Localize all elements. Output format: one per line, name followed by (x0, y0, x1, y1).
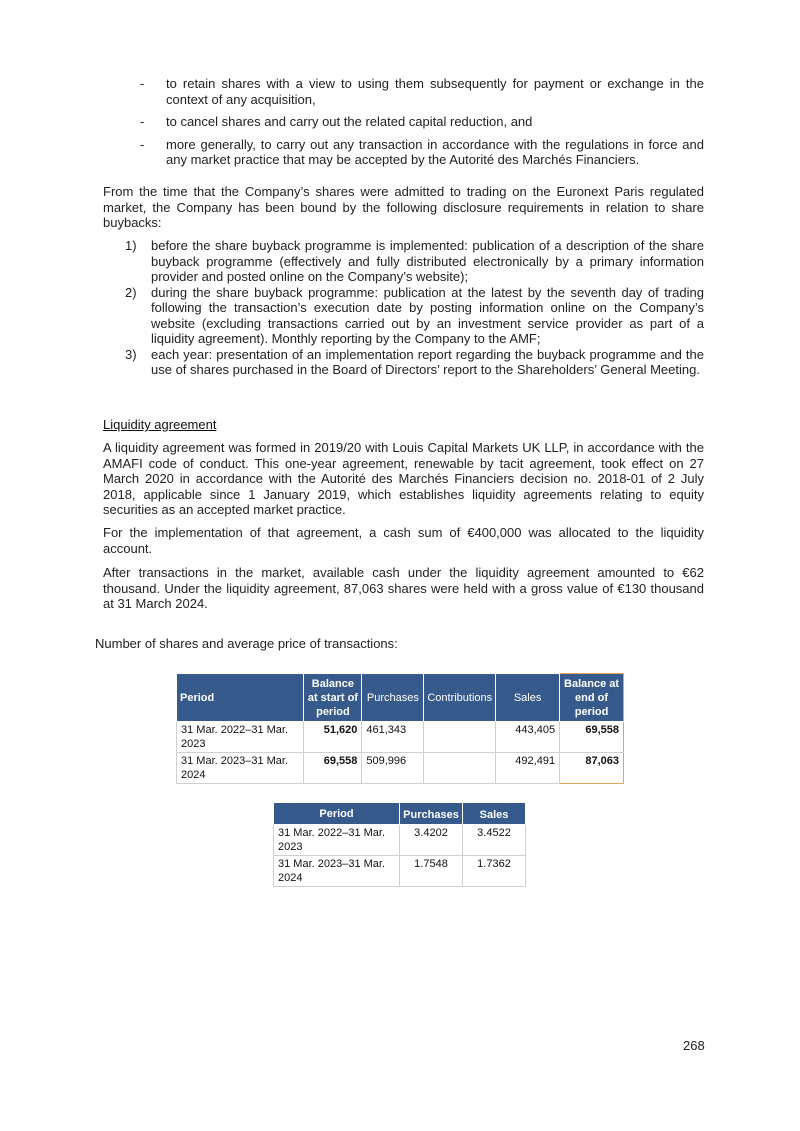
page-number: 268 (683, 1038, 705, 1053)
cell-purchases: 1.7548 (400, 856, 463, 887)
cell-purchases: 509,996 (362, 753, 424, 784)
share-balance-table (176, 673, 624, 784)
item-number: 3) (125, 346, 137, 362)
cell-balance-start: 69,558 (304, 753, 362, 784)
cell-period: 31 Mar. 2022–31 Mar. 2023 (177, 722, 304, 753)
disclosure-item (103, 285, 704, 347)
bullet-text: more generally, to carry out any transaction in accordance with the regulations in force and any market practice that may be accepted by the Autorité des Marchés Financiers. (166, 136, 704, 167)
liquidity-paragraph-3: After transactions in the market, available cash under the liquidity agreement amounted to €62 thousand. Under the liquidity agreement, 87,063 shares were held with a gross value of €130 thousand at 31 March 2024. (103, 565, 704, 611)
disclosure-item (103, 238, 704, 285)
liquidity-heading: Liquidity agreement (103, 417, 217, 432)
disclosure-item (103, 347, 704, 378)
bullet-text: to retain shares with a view to using them subsequently for payment or exchange in the context of any acquisition, (166, 76, 704, 107)
disclosure-list (103, 238, 704, 378)
item-text: during the share buyback programme: publication at the latest by the seventh day of trading following the transaction’s execution date by posting information online on the Company’s website (excluding transactions carried out by an investment service provider as part of a liquidity agreement). Monthly reporting by the Company to the AMF; (151, 284, 704, 346)
bullet-marker: - (140, 76, 145, 91)
liquidity-paragraph-1: A liquidity agreement was formed in 2019/20 with Louis Capital Markets UK LLP, in accordance with the AMAFI code of conduct. This one-year agreement, renewable by tacit agreement, took effect on 27 March 2020 in accordance with the Autorité des Marchés Financiers decision no. 2018-01 of 2 July 2018, applicable since 1 January 2019, which establishes liquidity agreements relating to equity securities as an accepted market practice. (103, 440, 704, 517)
bullet-item (140, 76, 704, 107)
cell-sales: 443,405 (496, 722, 560, 753)
bullet-marker: - (140, 136, 145, 152)
table-row (177, 753, 624, 784)
header-sales: Sales (463, 803, 526, 825)
table-row (274, 825, 526, 856)
bullet-list (140, 76, 704, 175)
cell-balance-end: 69,558 (560, 722, 624, 753)
table-row (177, 722, 624, 753)
header-contributions: Contributions (424, 674, 496, 722)
average-price-table (273, 802, 526, 887)
disclosure-intro: From the time that the Company’s shares were admitted to trading on the Euronext Paris regulated market, the Company has been bound by the following disclosure requirements in relation to share buybacks: (103, 184, 704, 230)
bullet-item (140, 114, 704, 130)
bullet-text: to cancel shares and carry out the related capital reduction, and (166, 114, 533, 129)
item-text: each year: presentation of an implementation report regarding the buyback programme and the use of shares purchased in the Board of Directors’ report to the Shareholders’ General Meeting. (151, 346, 704, 377)
header-sales: Sales (496, 674, 560, 722)
header-purchases: Purchases (400, 803, 463, 825)
bullet-item (140, 137, 704, 168)
header-balance-start: Balance at start of period (304, 674, 362, 722)
cell-sales: 3.4522 (463, 825, 526, 856)
table-header-row (274, 803, 526, 825)
header-period: Period (177, 674, 304, 722)
table-header-row (177, 674, 624, 722)
bullet-marker: - (140, 114, 145, 129)
liquidity-paragraph-2: For the implementation of that agreement, a cash sum of €400,000 was allocated to the liquidity account. (103, 525, 704, 556)
cell-contributions (424, 722, 496, 753)
cell-balance-start: 51,620 (304, 722, 362, 753)
cell-sales: 492,491 (496, 753, 560, 784)
cell-sales: 1.7362 (463, 856, 526, 887)
cell-period: 31 Mar. 2023–31 Mar. 2024 (177, 753, 304, 784)
table-caption: Number of shares and average price of transactions: (95, 636, 398, 651)
cell-balance-end: 87,063 (560, 753, 624, 784)
cell-contributions (424, 753, 496, 784)
item-number: 2) (125, 284, 137, 300)
cell-period: 31 Mar. 2023–31 Mar. 2024 (274, 856, 400, 887)
cell-period: 31 Mar. 2022–31 Mar. 2023 (274, 825, 400, 856)
header-purchases: Purchases (362, 674, 424, 722)
cell-purchases: 3.4202 (400, 825, 463, 856)
item-text: before the share buyback programme is implemented: publication of a description of the share buyback programme (effectively and fully distributed electronically by a primary information provider and posted online on the Company’s website); (151, 238, 704, 284)
header-balance-end: Balance at end of period (560, 674, 624, 722)
item-number: 1) (125, 238, 137, 253)
header-period: Period (274, 803, 400, 825)
table-row (274, 856, 526, 887)
cell-purchases: 461,343 (362, 722, 424, 753)
